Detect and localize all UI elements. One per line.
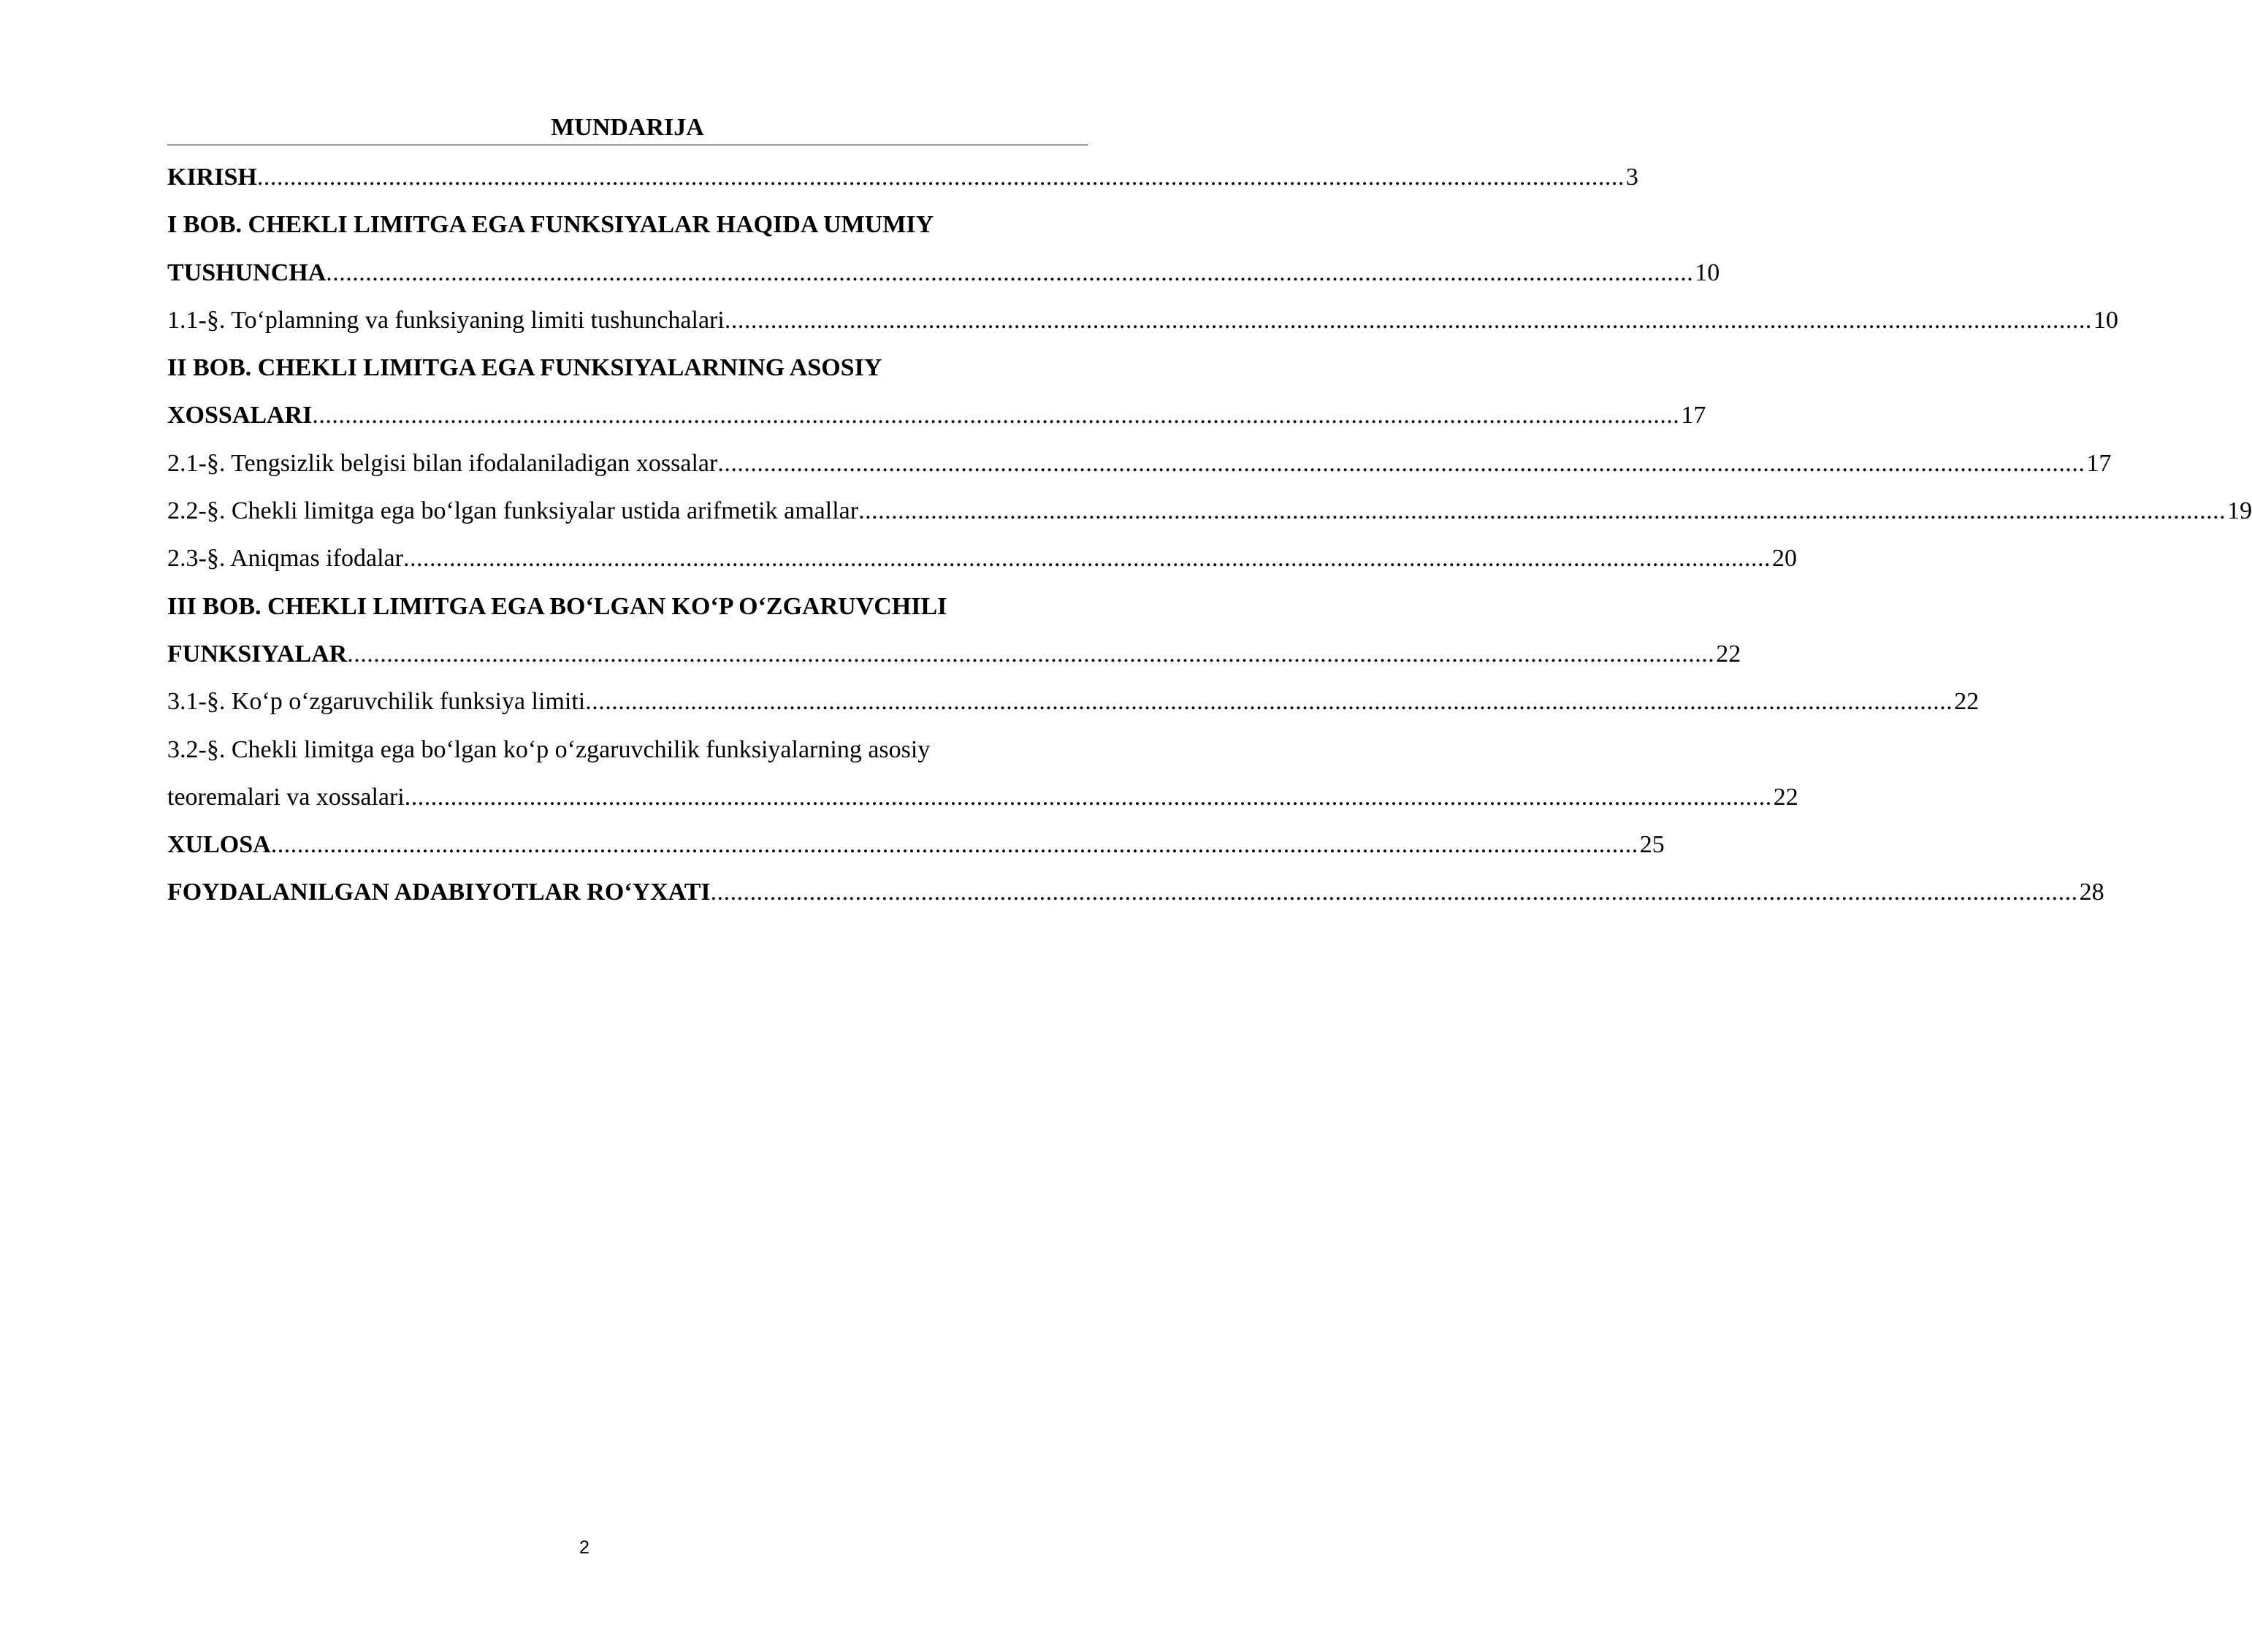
toc-entry-text: 3.2-§. Chekli limitga ega bo‘lgan ko‘p o‘zgaruvchilik funksiyalarning asosiy [167,735,931,763]
dot-leader [271,821,1638,868]
toc-entry-page: 17 [2086,449,2112,477]
toc-entry-page: 28 [2079,879,2104,906]
toc-entry[interactable] [167,868,2104,916]
toc-entry-text: 2.3-§. Aniqmas ifodalar [167,545,403,573]
toc-entry-page: 10 [2093,306,2118,334]
toc-entry[interactable] [167,391,1706,439]
toc-entry-text: KIRISH [167,164,257,191]
toc-entry-text: 2.2-§. Chekli limitga ega bo‘lgan funksiyalar ustida arifmetik amallar [167,497,859,525]
dot-leader [326,249,1693,297]
toc-entry-text: XULOSA [167,831,271,859]
dot-leader [711,868,2078,916]
dot-leader [858,487,2226,535]
toc-entry-text: TUSHUNCHA [167,259,327,286]
toc-entry-text: XOSSALARI [167,402,313,429]
dot-leader [403,535,1771,582]
dot-leader [405,773,1772,821]
toc-entry-page: 3 [1625,164,1638,191]
toc-entry[interactable] [167,297,2118,344]
toc-entry[interactable] [167,821,1665,868]
toc-entry-text: III BOB. CHEKLI LIMITGA EGA BO‘LGAN KO‘P O‘ZGARUVCHILI [167,592,947,620]
dot-leader [347,630,1714,678]
toc-entry-page: 19 [2227,497,2252,525]
toc-entry[interactable] [167,487,2252,535]
toc-entry-page: 22 [1716,640,1741,668]
toc-entry-page: 25 [1639,831,1665,859]
toc-entry[interactable] [167,344,1060,391]
toc-entry-text: 1.1-§. To‘plamning va funksiyaning limiti tushunchalari [167,306,725,334]
dot-leader [312,391,1679,439]
toc-entry-text: FUNKSIYALAR [167,640,348,668]
toc-entry-text: FOYDALANILGAN ADABIYOTLAR RO‘YXATI [167,879,711,906]
dot-leader [257,153,1625,201]
toc-entry-text: I BOB. CHEKLI LIMITGA EGA FUNKSIYALAR HAQIDA UMUMIY [167,211,934,239]
toc-entry-page: 17 [1681,402,1706,429]
dot-leader [725,297,2092,344]
toc-title: MUNDARIJA [551,114,704,141]
toc-entry[interactable] [167,440,2112,487]
toc-entry[interactable] [167,583,1060,630]
dot-leader [717,440,2085,487]
toc-entry-page: 22 [1954,688,1980,716]
toc-entry[interactable] [167,535,1797,582]
toc-entry-page: 20 [1771,545,1797,573]
toc-entry-text: II BOB. CHEKLI LIMITGA EGA FUNKSIYALARNING ASOSIY [167,354,882,382]
toc-entry[interactable] [167,249,1720,297]
toc-entry-text: 3.1-§. Ko‘p o‘zgaruvchilik funksiya limiti [167,688,586,716]
dot-leader [585,678,1953,725]
toc-entry[interactable] [167,201,1060,248]
toc-entry-page: 22 [1773,783,1798,811]
toc-entry[interactable] [167,726,1060,773]
toc-entry-text: teoremalari va xossalari [167,783,405,811]
toc-entry[interactable] [167,630,1741,678]
toc-entry[interactable] [167,678,1980,725]
page-number: 2 [579,1537,589,1558]
toc-entry[interactable] [167,773,1798,821]
toc-entry-text: 2.1-§. Tengsizlik belgisi bilan ifodalaniladigan xossalar [167,449,718,477]
table-of-contents [167,153,2252,917]
toc-entry[interactable] [167,153,1638,201]
toc-entry-page: 10 [1695,259,1720,286]
